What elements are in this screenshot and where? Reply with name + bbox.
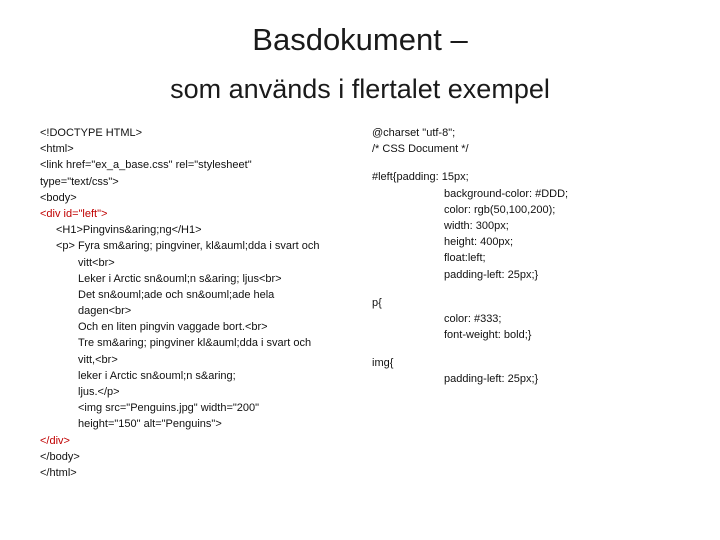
css-code-line: height: 400px; [444, 236, 514, 249]
html-code-line: type="text/css"> [40, 175, 119, 188]
html-code-block [40, 125, 360, 481]
html-code-line: ljus.</p> [78, 386, 120, 398]
html-code-line: leker i Arctic sn&ouml;n s&aring; [78, 369, 236, 382]
css-code-line: width: 300px; [444, 219, 509, 232]
html-code-line: <H1>Pingvins&aring;ng</H1> [56, 224, 202, 237]
html-code-line: <html> [40, 143, 74, 156]
html-code-line: vitt<br> [78, 256, 115, 269]
css-code-block [372, 125, 702, 388]
html-code-line: <p> Fyra sm&aring; pingviner, kl&auml;dda i svart och [56, 240, 320, 253]
css-code-line: float:left; [444, 252, 486, 265]
css-code-line: @charset "utf-8"; [372, 127, 456, 139]
html-code-line: Det sn&ouml;ade och sn&ouml;ade hela [78, 288, 275, 301]
html-code-line: <link href="ex_a_base.css" rel="stylesheet" [40, 159, 252, 172]
slide-subtitle: som används i flertalet exempel [170, 74, 550, 104]
html-code-line: dagen<br> [78, 305, 132, 318]
html-code-line: <body> [40, 191, 77, 204]
css-code-line: #left{padding: 15px; [372, 171, 469, 184]
html-code-line: </body> [40, 450, 80, 463]
css-code-line: background-color: #DDD; [444, 187, 569, 200]
html-code-line: vitt,<br> [78, 353, 118, 366]
css-code-line: p{ [372, 296, 382, 309]
css-code-line: color: rgb(50,100,200); [444, 203, 556, 216]
css-code-line: color: #333; [444, 312, 502, 325]
css-code-line: /* CSS Document */ [372, 143, 469, 156]
html-code-line: height="150" alt="Penguins"> [78, 418, 222, 431]
css-code-line: padding-left: 25px;} [444, 268, 539, 281]
html-code-line: <div id="left"> [40, 207, 108, 220]
css-code-line: img{ [372, 357, 394, 370]
css-code-line: padding-left: 25px;} [444, 373, 539, 386]
html-code-line: Och en liten pingvin vaggade bort.<br> [78, 321, 268, 334]
spacer [372, 283, 702, 295]
html-code-line: Tre sm&aring; pingviner kl&auml;dda i svart och [78, 337, 312, 350]
spacer [372, 343, 702, 355]
css-code-line: font-weight: bold;} [444, 329, 532, 342]
html-code-line: </html> [40, 466, 77, 479]
spacer [372, 157, 702, 169]
html-code-line: </div> [40, 434, 70, 447]
html-code-line: <!DOCTYPE HTML> [40, 127, 143, 139]
html-code-line: Leker i Arctic sn&ouml;n s&aring; ljus<br> [78, 272, 282, 285]
slide-title: Basdokument – [252, 22, 468, 57]
html-code-line: <img src="Penguins.jpg" width="200" [78, 402, 260, 415]
